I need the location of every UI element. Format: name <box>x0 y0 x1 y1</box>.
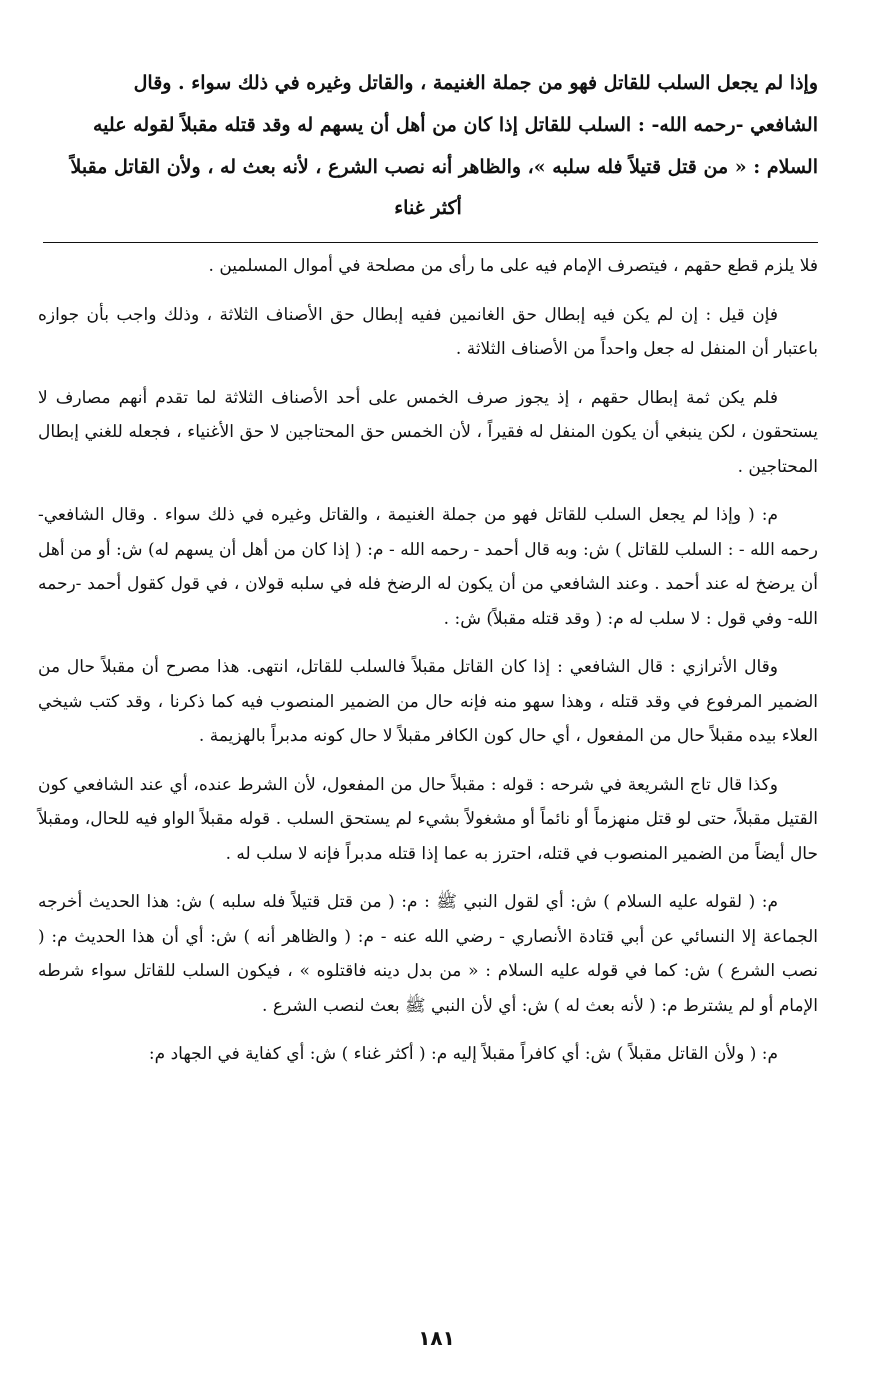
matn-line: وإذا لم يجعل السلب للقاتل فهو من جملة الغنيمة ، والقاتل وغيره في ذلك سواء . وقال <box>133 72 818 94</box>
commentary-paragraph: م: ( لقوله عليه السلام ) ش: أي لقول النبي ﷺ : م: ( من قتل قتيلاً فله سلبه ) ش: هذا الحديث أخرجه الجماعة إلا النسائي عن أبي قتادة الأنصاري - رضي الله عنه - م: ( والظاهر أنه ) ش: أي أن هذا الحديث م: ( نصب الشرع ) ش: كما في قوله عليه السلام : « من بدل دينه فاقتلوه » ، فيكون السلب للقاتل سواء شرطه الإمام أو لم يشترط م: ( لأنه بعث له ) ش: أي لأن النبي ﷺ بعث لنصب الشرع . <box>38 892 818 1016</box>
matn-line: الشافعي -رحمه الله- : السلب للقاتل إذا كان من أهل أن يسهم له وقد قتله مقبلاً لقوله عليه <box>93 114 818 136</box>
page-number: ١٨١ <box>418 1326 455 1350</box>
matn-block <box>38 62 818 228</box>
page-content <box>38 62 818 1086</box>
commentary-paragraph: وقال الأترازي : قال الشافعي : إذا كان القاتل مقبلاً فالسلب للقاتل، انتهى. هذا مصرح أن مقبلاً حال من الضمير المرفوع في وقد قتله ، وهذا سهو منه فإنه حال من الضمير المنصوب فيه كما ذكرنا ، وقد كتب شيخي العلاء بيده مقبلاً حال من المفعول ، أي حال كون الكافر مقبلاً لا حال كونه مدبراً بالهزيمة . <box>38 657 818 746</box>
commentary-paragraph: فلا يلزم قطع حقهم ، فيتصرف الإمام فيه على ما رأى من مصلحة في أموال المسلمين . <box>208 256 818 276</box>
commentary-paragraph: م: ( وإذا لم يجعل السلب للقاتل فهو من جملة الغنيمة ، والقاتل وغيره في ذلك سواء . وقال الشافعي- رحمه الله - : السلب للقاتل ) ش: وبه قال أحمد - رحمه الله - م: ( إذا كان من أهل أن يسهم له) ش: أو من أهل أن يرضخ له عند أحمد . وعند الشافعي من أن يكون له الرضخ فله في سلبه قولان ، في قول كقول أحمد -رحمه الله- وفي قول : لا سلب له م: ( وقد قتله مقبلاً) ش: . <box>38 505 818 629</box>
matn-last-line: أكثر غناء <box>394 197 462 219</box>
commentary-paragraph: فإن قيل : إن لم يكن فيه إبطال حق الغانمين ففيه إبطال حق الأصناف الثلاثة ، وذلك واجب بأن جوازه باعتبار أن المنفل له جعل واحداً من الأصناف الثلاثة . <box>38 304 818 359</box>
matn-line: السلام : « من قتل قتيلاً فله سلبه »، والظاهر أنه نصب الشرع ، لأنه بعث له ، ولأن القاتل مقبلاً <box>70 156 818 178</box>
commentary-paragraph: وكذا قال تاج الشريعة في شرحه : قوله : مقبلاً حال من المفعول، لأن الشرط عنده، أي عند الشافعي كون القتيل مقبلاً، حتى لو قتل منهزماً أو نائماً أو مشغولاً بشيء لم يستحق السلب . قوله مقبلاً الواو فيه للحال، ومقبلاً حال أيضاً من الضمير المنصوب في قتله، احترز به عما إذا قتله مدبراً فإنه لا سلب له . <box>38 774 818 864</box>
separator-rule <box>43 242 818 243</box>
commentary-paragraph: فلم يكن ثمة إبطال حقهم ، إذ يجوز صرف الخمس على أحد الأصناف الثلاثة لما تقدم أنهم مصارف لا يستحقون ، لكن ينبغي أن يكون المنفل له فقيراً ، لأن الخمس حق المحتاجين لا حق الأغنياء ، فجعله للغني إبطال المحتاجين . <box>38 387 818 477</box>
commentary-paragraph: م: ( ولأن القاتل مقبلاً ) ش: أي كافراً مقبلاً إليه م: ( أكثر غناء ) ش: أي كفاية في الجهاد م: <box>148 1044 778 1064</box>
commentary-block <box>38 249 818 1072</box>
